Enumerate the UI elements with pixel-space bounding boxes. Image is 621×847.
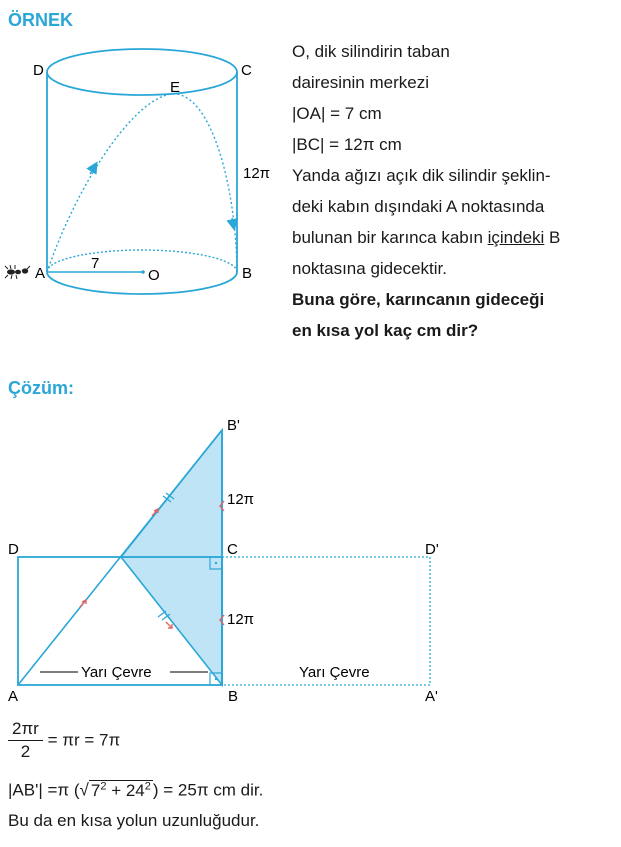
problem-line: dairesinin merkezi xyxy=(292,73,429,92)
label-B-prime: B' xyxy=(227,417,240,434)
equation-1 xyxy=(8,718,120,763)
label-C: C xyxy=(241,62,252,79)
center-point xyxy=(141,270,145,274)
label-B: B xyxy=(242,265,253,282)
problem-line: |BC| = 12π cm xyxy=(292,135,402,154)
ant-icon xyxy=(5,265,30,279)
label-B: B xyxy=(228,688,239,705)
question-line: Buna göre, karıncanın gideceği xyxy=(292,290,545,309)
underlined-word: içindeki xyxy=(487,228,545,247)
plus-sign: + xyxy=(106,780,126,800)
problem-line: O, dik silindirin taban xyxy=(292,42,450,61)
fraction xyxy=(8,718,43,763)
solution-heading: Çözüm: xyxy=(8,378,74,398)
bottom-ellipse-front xyxy=(47,272,237,294)
exponent: 2 xyxy=(100,780,107,792)
unfolded-figure xyxy=(0,414,621,710)
label-half-right: Yarı Çevre xyxy=(299,664,370,681)
problem-line xyxy=(292,222,560,253)
text-fragment: B xyxy=(544,228,561,247)
sqrt-term: 24 xyxy=(125,780,145,800)
fraction-denominator: 2 xyxy=(20,742,31,761)
label-D: D xyxy=(33,62,44,79)
problem-line: |OA| = 7 cm xyxy=(292,104,382,123)
ant-path xyxy=(47,94,237,272)
cylinder-figure xyxy=(0,36,290,308)
text-fragment: bulunan bir karınca kabın xyxy=(292,228,488,247)
bottom-ellipse-back xyxy=(47,250,237,272)
fraction-numerator: 2πr xyxy=(8,718,43,741)
right-angle-dot xyxy=(215,678,217,680)
problem-text xyxy=(292,36,560,346)
problem-line: noktasına gidecektir. xyxy=(292,259,447,278)
label-height-top: 12π xyxy=(227,491,255,508)
label-height: 12π xyxy=(243,165,271,182)
label-A: A xyxy=(8,688,19,705)
path-arrow-down xyxy=(232,218,234,228)
label-O: O xyxy=(148,267,160,284)
label-half-left: Yarı Çevre xyxy=(81,664,152,681)
label-A-prime: A' xyxy=(425,688,438,705)
top-ellipse xyxy=(47,49,237,95)
equation-2 xyxy=(8,780,263,801)
sqrt-body xyxy=(89,780,153,800)
label-D: D xyxy=(8,541,19,558)
problem-line: Yanda ağızı açık dik silindir şeklin- xyxy=(292,166,551,185)
example-heading: ÖRNEK xyxy=(8,10,74,30)
equation-prefix: |AB'| =π ( xyxy=(8,780,80,800)
label-radius: 7 xyxy=(91,255,100,272)
label-A: A xyxy=(35,265,46,282)
exponent: 2 xyxy=(144,780,151,792)
label-D-prime: D' xyxy=(425,541,439,558)
question-line: en kısa yol kaç cm dir? xyxy=(292,321,479,340)
problem-line: deki kabın dışındaki A noktasında xyxy=(292,197,545,216)
label-C: C xyxy=(227,541,238,558)
label-E: E xyxy=(170,79,181,96)
equation-suffix: ) = 25π cm dir. xyxy=(152,780,264,800)
sqrt-sign: √ xyxy=(79,780,89,800)
equation-rest: = πr = 7π xyxy=(42,730,121,750)
conclusion-text: Bu da en kısa yolun uzunluğudur. xyxy=(8,811,260,830)
sqrt-term: 7 xyxy=(90,780,101,800)
label-height-bottom: 12π xyxy=(227,611,255,628)
right-angle-dot xyxy=(215,562,217,564)
